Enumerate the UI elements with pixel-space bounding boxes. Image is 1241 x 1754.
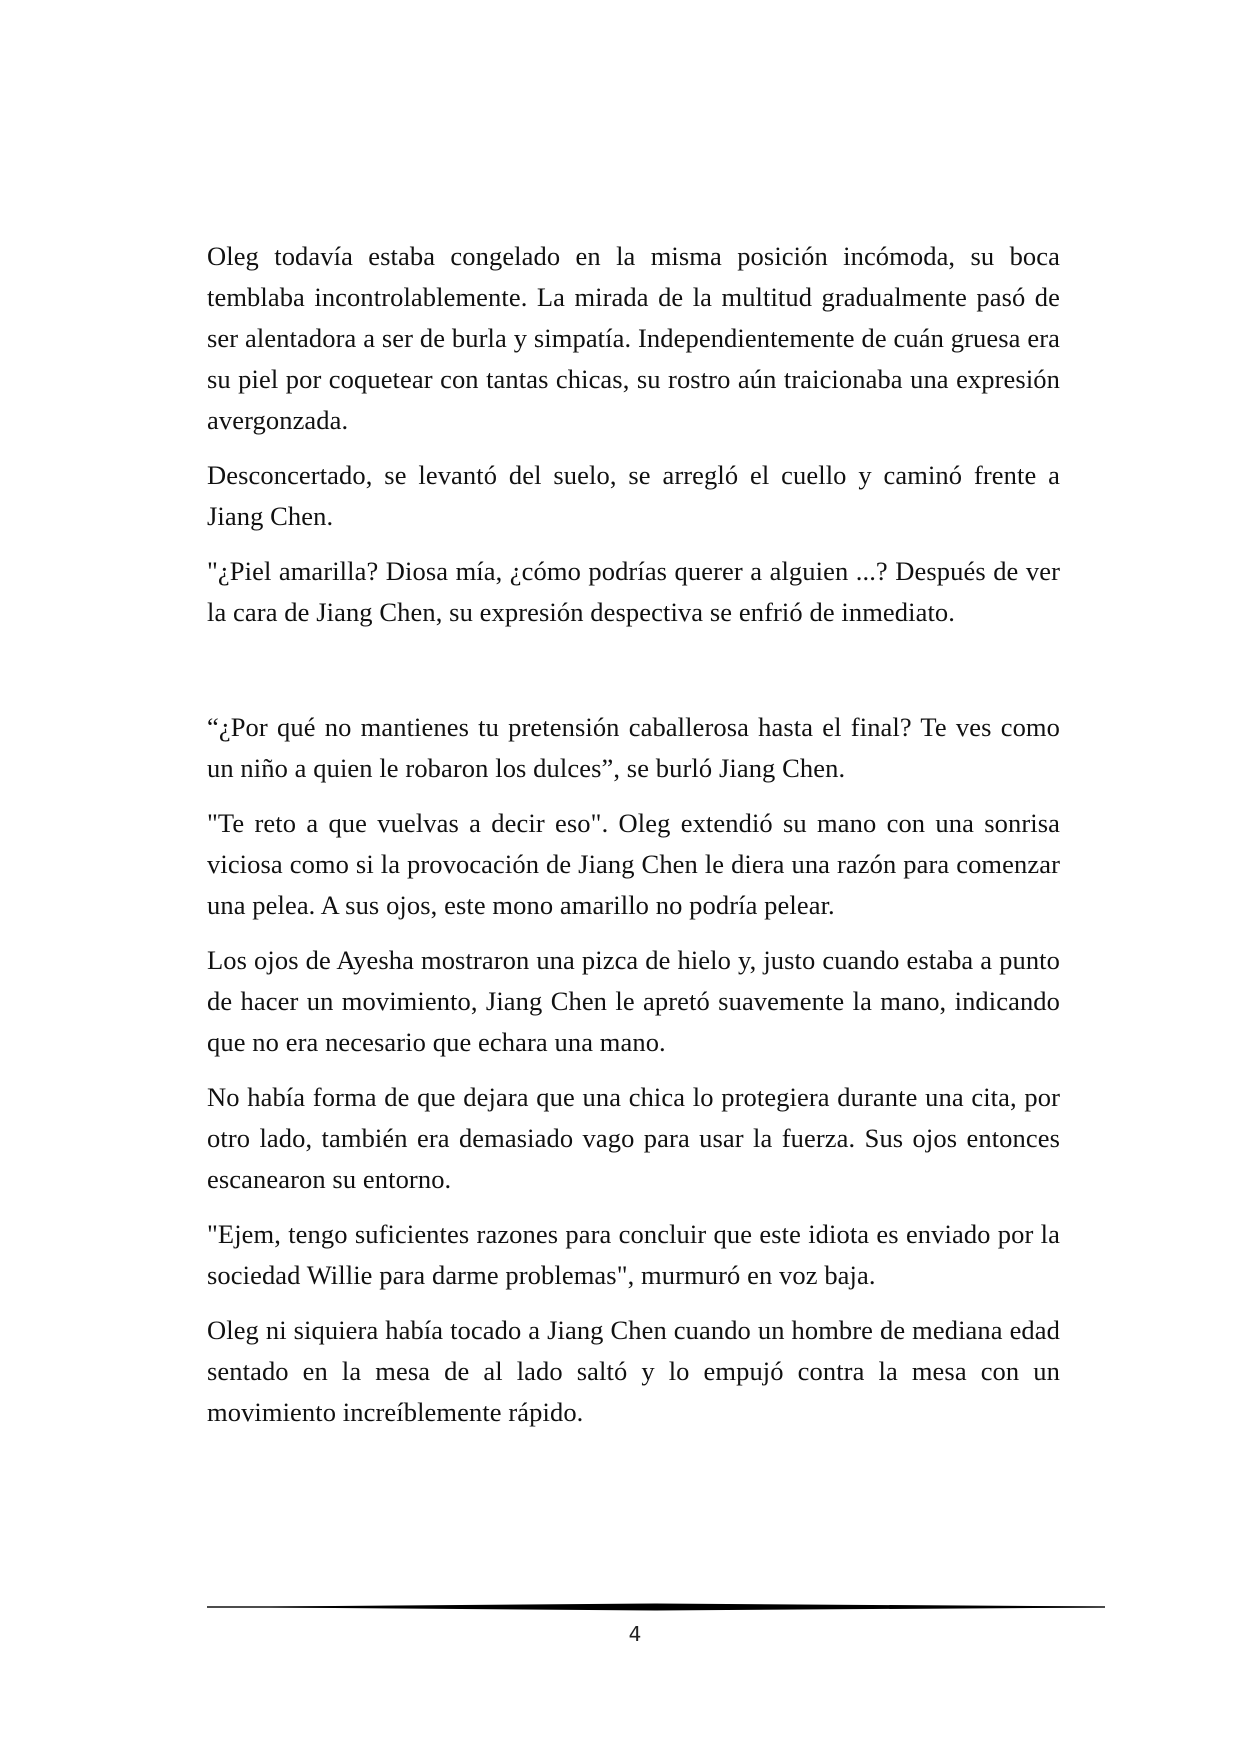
paragraph: "Te reto a que vuelvas a decir eso". Oleg extendió su mano con una sonrisa viciosa como si la provocación de Jiang Chen le diera una razón para comenzar una pelea. A sus ojos, este mono amarillo no podría pelear. [207, 808, 1060, 920]
footer-divider [207, 1600, 1105, 1614]
paragraph: Oleg todavía estaba congelado en la misma posición incómoda, su boca temblaba incontrolablemente. La mirada de la multitud gradualmente pasó de ser alentadora a ser de burla y simpatía. Independientemente de cuán gruesa era su piel por coquetear con tantas chicas, su rostro aún traicionaba una expresión avergonzada. [207, 241, 1060, 435]
paragraph: No había forma de que dejara que una chica lo protegiera durante una cita, por otro lado, también era demasiado vago para usar la fuerza. Sus ojos entonces escanearon su entorno. [207, 1082, 1060, 1194]
paragraph: “¿Por qué no mantienes tu pretensión caballerosa hasta el final? Te ves como un niño a quien le robaron los dulces”, se burló Jiang Chen. [207, 712, 1060, 783]
paragraph: Oleg ni siquiera había tocado a Jiang Chen cuando un hombre de mediana edad sentado en la mesa de al lado saltó y lo empujó contra la mesa con un movimiento increíblemente rápido. [207, 1315, 1060, 1427]
paragraph: Los ojos de Ayesha mostraron una pizca de hielo y, justo cuando estaba a punto de hacer un movimiento, Jiang Chen le apretó suavemente la mano, indicando que no era necesario que echara una mano. [207, 945, 1060, 1057]
paragraph: "¿Piel amarilla? Diosa mía, ¿cómo podrías querer a alguien ...? Después de ver la cara de Jiang Chen, su expresión despectiva se enfrió de inmediato. [207, 556, 1060, 627]
page-body [207, 236, 1060, 1447]
paragraph: "Ejem, tengo suficientes razones para concluir que este idiota es enviado por la sociedad Willie para darme problemas", murmuró en voz baja. [207, 1219, 1060, 1290]
paragraph: Desconcertado, se levantó del suelo, se arregló el cuello y caminó frente a Jiang Chen. [207, 460, 1060, 531]
page-number: 4 [628, 1622, 642, 1646]
